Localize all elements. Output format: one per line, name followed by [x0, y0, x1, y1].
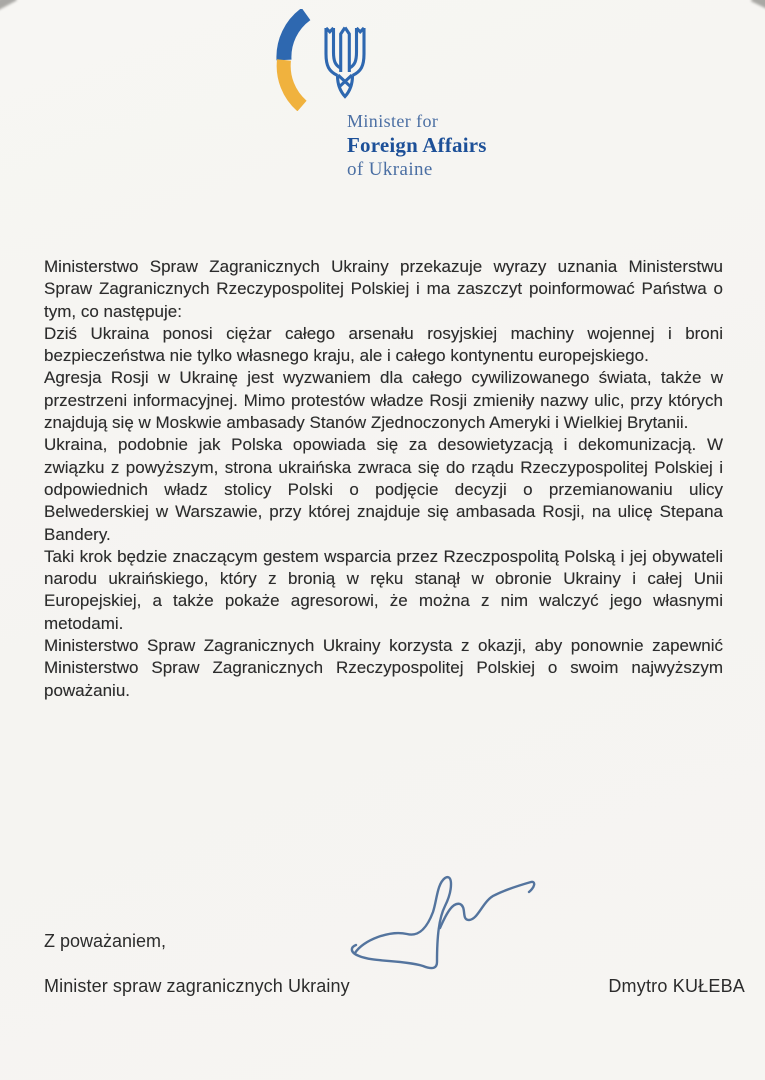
- minister-title: Minister spraw zagranicznych Ukrainy: [44, 976, 350, 996]
- handwritten-signature-icon: [345, 850, 570, 975]
- paragraph-2: Dziś Ukraina ponosi ciężar całego arsenału rosyjskiej machiny wojennej i broni bezpieczeństwa nie tylko własnego kraju, ale i całego kontynentu europejskiego.: [44, 323, 723, 366]
- wordmark-line-2: Foreign Affairs: [347, 133, 487, 157]
- paragraph-6: Ministerstwo Spraw Zagranicznych Ukrainy korzysta z okazji, aby ponownie zapewnić Ministerstwo Spraw Zagranicznych Rzeczypospolitej Polskiej o swoim najwyższym poważaniu.: [44, 636, 723, 700]
- trident-icon: [322, 26, 368, 100]
- paragraph-5: Taki krok będzie znaczącym gestem wsparcia przez Rzeczpospolitą Polską i jej obywateli narodu ukraińskiego, który z bronią w ręku stanął w obronie Ukrainy i całej Unii Europejskiej, a także pokaże agresorowi, że można z nim walczyć jego własnymi metodami.: [44, 546, 723, 633]
- blue-yellow-arc-icon: [271, 9, 319, 111]
- letterhead: [0, 0, 765, 230]
- letter-body: [44, 256, 723, 702]
- wordmark-line-3: of Ukraine: [347, 159, 433, 180]
- paragraph-3: Agresja Rosji w Ukrainę jest wyzwaniem dla całego cywilizowanego świata, także w przestrzeni informacyjnej. Mimo protestów władze Rosji zmieniły nazwy ulic, przy których znajdują się w Moskwie ambasady Stanów Zjednoczonych Ameryki i Wielkiej Brytanii.: [44, 368, 723, 433]
- signoff-row: [44, 976, 745, 997]
- paragraph-1: Ministerstwo Spraw Zagranicznych Ukrainy przekazuje wyrazy uznania Ministerstwu Spraw Zagranicznych Rzeczypospolitej Polskiej i ma zaszczyt poinformować Państwa o tym, co następuje:: [44, 257, 723, 321]
- paragraph-4: Ukraina, podobnie jak Polska opowiada się za desowietyzacją i dekomunizacją. W związku z powyższym, strona ukraińska zwraca się do rządu Rzeczypospolitej Polskiej i odpowiednich władz stolicy Polski o podjęcie decyzji o przemianowaniu ulicy Belwederskiej w Warszawie, przy której znajduje się ambasada Rosji, na ulicę Stepana Bandery.: [44, 435, 723, 544]
- closing-salutation: Z poważaniem,: [44, 931, 167, 951]
- wordmark-line-1: Minister for: [347, 111, 439, 131]
- logo-wordmark: [347, 110, 487, 182]
- minister-name: Dmytro KUŁEBA: [608, 976, 745, 996]
